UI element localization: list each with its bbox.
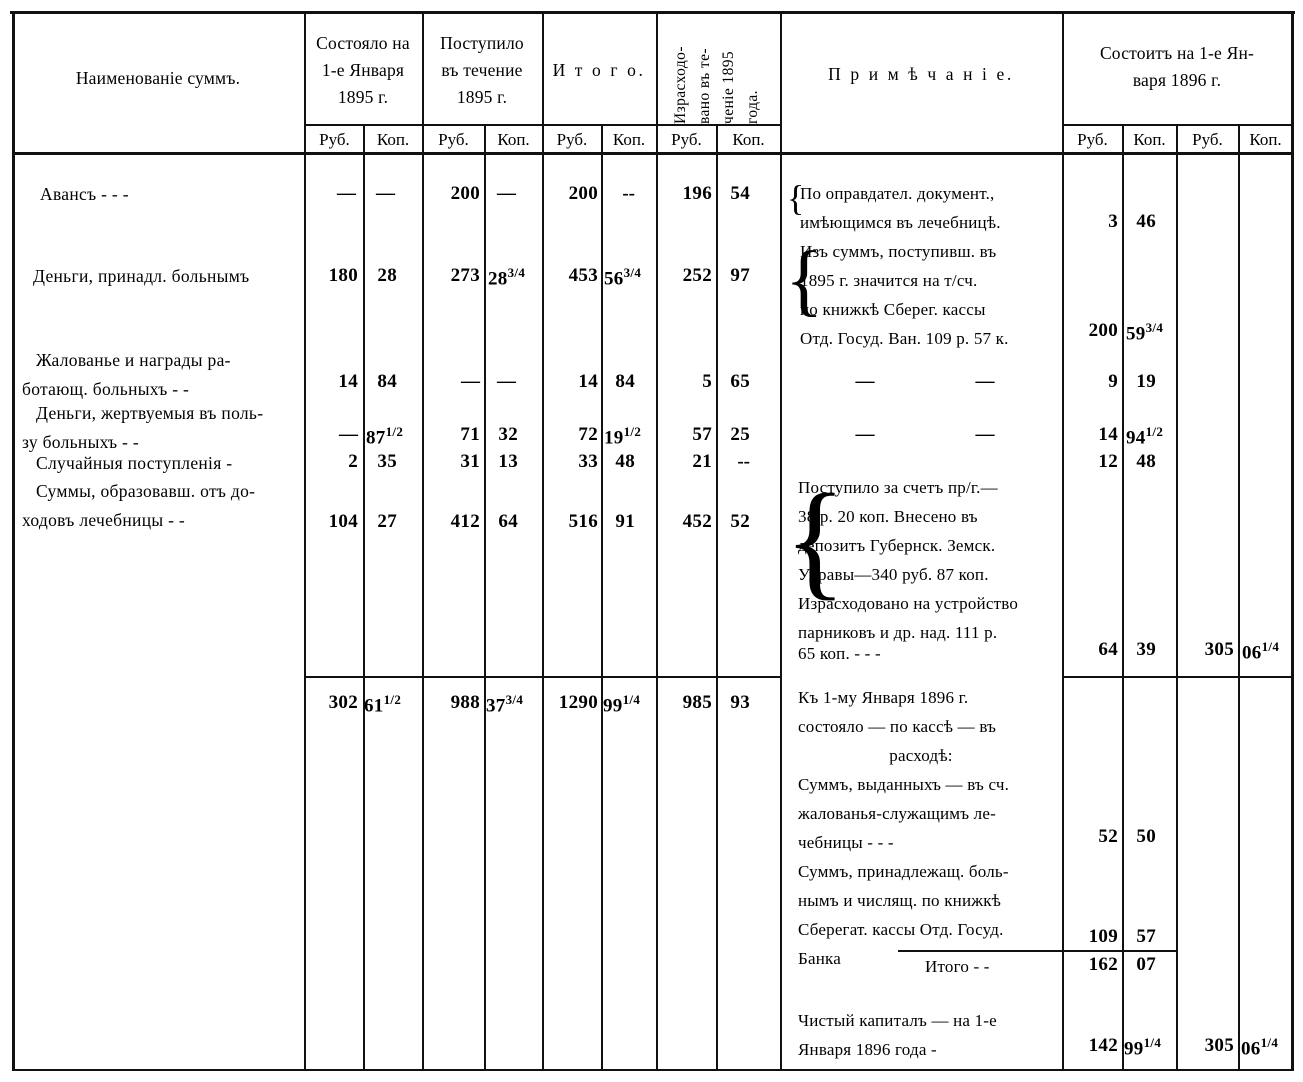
table-row-cont: ходовъ лечебницы - - [22,510,186,530]
footer-note-item2-line: Сберегат. кассы Отд. Госуд. [798,920,1004,939]
subheader-spent-kop: Коп. [732,130,765,149]
cell-totals-spent-kop: 93 [730,692,750,713]
colsep-received-rub-kop [484,126,486,1069]
cell-closing-rub: 14 [1098,424,1118,445]
cell-footer-final2-kop-frac: 1/4 [1260,1035,1279,1050]
subhead-rule-b [424,124,542,126]
subheader-closing-rub: Руб. [1077,130,1108,149]
cell-total-rub: 72 [578,424,598,445]
cell-closing-kop: 46 [1136,211,1156,232]
colsep-note-closing [1062,13,1064,1069]
table-row: Случайныя поступленія - [36,453,233,473]
cell-total-kop: -- [622,183,635,204]
footer-note-item1-line: жалованья-служащимъ ле- [798,804,996,823]
footer-subtotal-rule2 [1064,950,1178,952]
cell-total-kop: 48 [615,451,635,472]
cell-totals-total-kop-value: 99 [603,695,623,717]
table-row: Деньги, принадл. больнымъ [33,266,250,286]
header-bottom-rule [12,152,1293,155]
cell-received-kop-value: 28 [488,268,508,290]
cell-totals-total-rub: 1290 [558,692,598,713]
cell-note-dash: — [975,424,995,445]
cell-closing-kop: 19 [1136,371,1156,392]
cell-spent-kop: 25 [730,424,750,445]
cell-note-line: Изъ суммъ, поступивш. въ [800,242,997,261]
cell-footer-final-kop-frac: 1/4 [1143,1035,1162,1050]
cell-opening-rub: 2 [348,451,358,472]
cell-opening-kop: — [376,183,395,204]
footer-note-subtotal-label: Итого - - [925,957,990,976]
subheader-received-kop: Коп. [497,130,530,149]
cell-footer-subtotal-kop: 07 [1136,954,1156,975]
cell-spent-rub: 57 [692,424,712,445]
cell-closing-kop: 39 [1136,639,1156,660]
colsep-total-spent [656,13,658,1069]
cell-received-rub: 200 [450,183,480,204]
cell-total-kop [604,266,641,288]
cell-spent-rub: 196 [682,183,712,204]
footer-note-item1-line: чебницы - - - [798,833,894,852]
cell-spent-kop: 97 [730,265,750,286]
cell-received-kop: 13 [498,451,518,472]
cell-spent-rub: 252 [682,265,712,286]
cell-note-line: 1895 г. значится на т/сч. [800,271,978,290]
cell-closing-kop-value: 94 [1126,427,1146,449]
subheader-opening-rub: Руб. [319,130,350,149]
border-left [12,11,15,1071]
cell-opening-rub: 104 [328,511,358,532]
cell-total-rub: 14 [578,371,598,392]
cell-footer-final2-kop-value: 06 [1241,1038,1261,1060]
cell-closing-kop-frac: 3/4 [1145,320,1164,335]
subheader-total-kop: Коп. [612,130,646,149]
cell-totals-received-kop-value: 37 [486,695,506,717]
footer-note-item2-line: Суммъ, принадлежащ. боль- [798,862,1009,881]
cell-opening-kop-frac: 1/2 [385,424,404,439]
cell-note-dash: — [855,371,875,392]
table-row-cont: зу больныхъ - - [22,432,139,452]
colsep-received-total [542,13,544,1069]
footer-note-intro-line: Къ 1-му Января 1896 г. [798,688,969,707]
footer-note-final-line: Января 1896 года - [798,1040,937,1059]
cell-received-kop: — [497,183,516,204]
subheader-closing2-rub: Руб. [1192,130,1223,149]
cell-spent-kop: 52 [730,511,750,532]
header-col-opening-line2: 1-е Января [321,60,405,80]
header-col-spent-line2: вано въ те- [696,48,713,124]
cell-opening-kop-value: 87 [366,427,386,449]
cell-note-line: по книжкѣ Сберег. кассы [800,300,986,319]
cell-totals-opening-rub: 302 [328,692,358,713]
cell-opening-kop [366,425,403,447]
cell-footer-item1-rub: 52 [1098,826,1118,847]
cell-footer-final2-kop [1241,1036,1278,1058]
footer-note-item1-line: Суммъ, выданныхъ — въ сч. [798,775,1010,794]
cell-received-rub: — [461,371,480,392]
footer-note-item2-line: нымъ и числящ. по книжкѣ [798,891,1002,910]
note-brace-row2: { [785,236,824,324]
table-row-cont: ботающ. больныхъ - - [22,379,190,399]
table-row: Суммы, образовавш. отъ до- [36,481,256,501]
cell-total-kop-frac: 1/2 [623,424,642,439]
cell-total-rub: 453 [568,265,598,286]
footer-note-final-line: Чистый капиталъ — на 1-е [798,1011,997,1030]
cell-opening-kop: 27 [377,511,397,532]
cell-totals-total-kop [603,693,640,715]
table-row: Деньги, жертвуемыя въ поль- [36,403,264,423]
border-right [1291,11,1294,1071]
header-col-received-line1: Поступило [440,33,524,53]
cell-closing-kop: 48 [1136,451,1156,472]
cell-opening-kop: 35 [377,451,397,472]
cell-closing-rub: 3 [1108,211,1118,232]
cell-note-line: Управы—340 руб. 87 коп. [798,565,989,584]
colsep-total-rub-kop [601,126,603,1069]
cell-total-kop-frac: 3/4 [623,265,642,280]
totals-rule-left [306,676,780,678]
cell-total-rub: 200 [568,183,598,204]
cell-footer-final-kop [1124,1036,1161,1058]
cell-note-line: Поступило за счетъ пр/г.— [798,478,998,497]
cell-note-dash: — [975,371,995,392]
colsep-name-opening [304,13,306,1069]
cell-closing2-kop [1242,640,1279,662]
subheader-closing2-kop: Коп. [1249,130,1282,149]
cell-totals-total-kop-frac: 1/4 [622,692,641,707]
cell-received-rub: 31 [460,451,480,472]
cell-total-kop-value: 56 [604,268,624,290]
cell-opening-kop: 84 [377,371,397,392]
cell-footer-item1-kop: 50 [1136,826,1156,847]
cell-received-kop [488,266,525,288]
cell-spent-kop: 54 [730,183,750,204]
cell-total-kop: 91 [615,511,635,532]
subheader-closing-kop: Коп. [1133,130,1166,149]
header-col-closing-line1: Состоитъ на 1-е Ян- [1099,43,1255,63]
header-col-note: П р и м ѣ ч а н і е. [828,64,1014,84]
cell-closing-kop-frac: 1/2 [1145,424,1164,439]
cell-closing-kop [1126,321,1163,343]
cell-closing-rub: 12 [1098,451,1118,472]
cell-total-rub: 516 [568,511,598,532]
header-col-spent-line4: года. [744,90,761,124]
cell-closing-rub: 64 [1098,639,1118,660]
cell-total-kop: 84 [615,371,635,392]
cell-totals-received-kop-frac: 3/4 [505,692,524,707]
cell-opening-rub: 180 [328,265,358,286]
cell-spent-rub: 5 [702,371,712,392]
colsep-spent-note [780,13,782,1069]
header-col-closing-line2: варя 1896 г. [1132,70,1222,90]
cell-closing2-kop-value: 06 [1242,642,1262,664]
cell-received-kop: — [497,371,516,392]
cell-note-line: Израсходовано на устройство [798,594,1019,613]
header-col-received-line2: въ течение [441,60,523,80]
cell-totals-opening-kop-value: 61 [364,695,384,717]
cell-note-line: 38 р. 20 коп. Внесено въ [798,507,978,526]
cell-closing2-rub: 305 [1204,639,1234,660]
header-col-name: Наименованіе суммъ. [75,68,241,88]
table-row: Авансъ - - - [40,184,129,204]
note-brace-row1: { [787,178,805,218]
cell-totals-received-kop [486,693,523,715]
table-row: Жалованье и награды ра- [36,350,231,370]
border-top [10,11,1295,14]
cell-note-line: Отд. Госуд. Ван. 109 р. 57 к. [800,329,1009,348]
footer-note-intro-center: расходѣ: [889,746,953,765]
cell-opening-rub: — [339,424,358,445]
subheader-received-rub: Руб. [438,130,469,149]
cell-footer-final-rub: 142 [1088,1035,1118,1056]
cell-spent-kop: -- [737,451,750,472]
subhead-rule-d [658,124,780,126]
cell-received-rub: 412 [450,511,480,532]
cell-spent-rub: 452 [682,511,712,532]
cell-closing-kop [1126,425,1163,447]
cell-total-kop-value: 19 [604,427,624,449]
cell-spent-rub: 21 [692,451,712,472]
cell-received-kop: 32 [498,424,518,445]
totals-rule-right [1064,676,1291,678]
cell-totals-spent-rub: 985 [682,692,712,713]
subheader-total-rub: Руб. [556,130,588,149]
cell-closing-kop-value: 59 [1126,323,1146,345]
note-brace-row6: { [784,468,847,612]
colsep-opening-received [422,13,424,1069]
cell-totals-received-rub: 988 [450,692,480,713]
colsep-closing-split [1176,126,1178,1069]
cell-total-rub: 33 [578,451,598,472]
cell-note-line: депозитъ Губернск. Земск. [798,536,996,555]
cell-note-line: парниковъ и др. над. 111 р. [798,623,998,642]
header-col-opening-line3: 1895 г. [337,87,389,107]
cell-opening-rub: — [337,183,356,204]
cell-footer-subtotal-rub: 162 [1088,954,1118,975]
header-col-received-line3: 1895 г. [456,87,508,107]
header-col-total: И т о г о. [552,60,646,80]
cell-footer-final-kop-value: 99 [1124,1038,1144,1060]
footer-note-item2-line: Банка [798,949,841,968]
cell-received-rub: 273 [450,265,480,286]
cell-total-kop [604,425,641,447]
cell-received-rub: 71 [460,424,480,445]
subhead-rule-c [544,124,656,126]
header-col-spent-line1: Израсходо- [672,46,689,124]
cell-spent-kop: 65 [730,371,750,392]
cell-note-line: имѣющимся въ лечебницѣ. [800,213,1001,232]
cell-note-dash: — [855,424,875,445]
subheader-spent-rub: Руб. [671,130,702,149]
header-col-spent-line3: ченie 1895 [720,50,737,124]
header-col-opening-line1: Состояло на [316,33,410,53]
cell-note-line: По оправдател. документ., [800,184,995,203]
cell-received-kop: 64 [498,511,518,532]
cell-received-kop-frac: 3/4 [507,265,526,280]
cell-footer-final2-rub: 305 [1204,1035,1234,1056]
cell-opening-kop: 28 [377,265,397,286]
subheader-opening-kop: Коп. [376,130,410,149]
footer-note-intro-line: состояло — по кассѣ — въ [798,717,997,736]
cell-closing2-kop-frac: 1/4 [1261,639,1280,654]
cell-note-line: 65 коп. - - - [798,644,881,663]
border-bottom [12,1069,1293,1071]
cell-footer-item2-kop: 57 [1136,926,1156,947]
cell-totals-opening-kop [364,693,401,715]
cell-opening-rub: 14 [338,371,358,392]
cell-closing-rub: 9 [1108,371,1118,392]
cell-closing-rub: 200 [1088,320,1118,341]
cell-totals-opening-kop-frac: 1/2 [383,692,402,707]
colsep-closing2-rub-kop [1238,126,1240,1069]
cell-footer-item2-rub: 109 [1088,926,1118,947]
